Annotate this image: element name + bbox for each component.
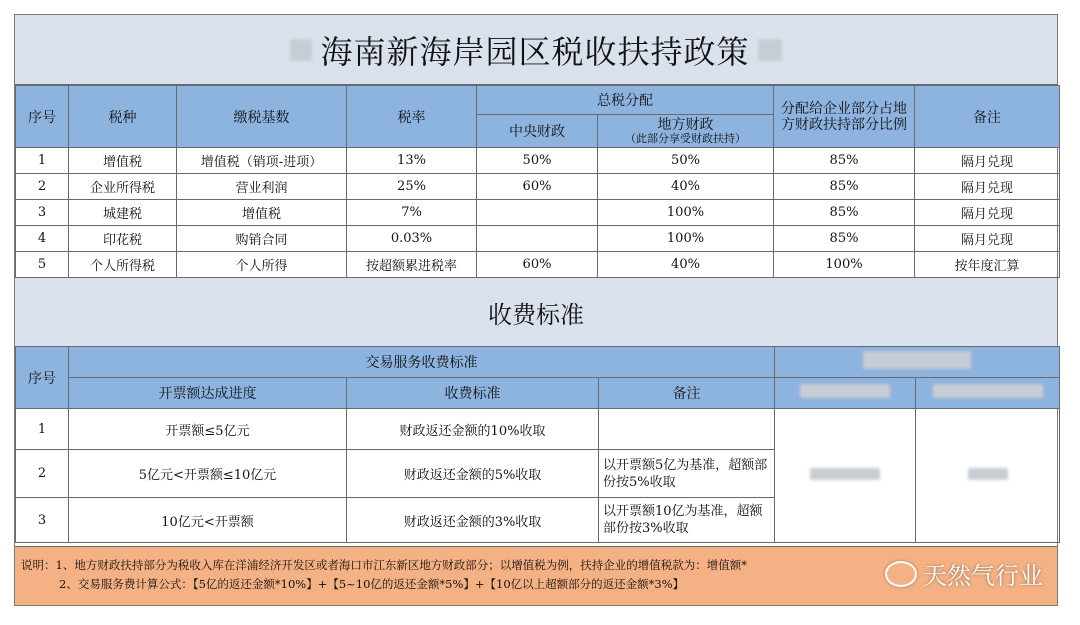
cell-rate: 7% (347, 200, 477, 226)
cell-central: 50% (477, 148, 598, 174)
cell-ratio: 85% (774, 148, 915, 174)
cell-local: 100% (598, 226, 774, 252)
cell-rate: 按超额累进税率 (347, 252, 477, 278)
cell-ratio: 85% (774, 200, 915, 226)
note-line-1: 说明：1、地方财政扶持部分为税收入库在洋浦经济开发区或者海口市江东新区地方财政部分；以增值税为例，扶持企业的增值税款为：增值额* (21, 558, 748, 572)
redacted-mark (800, 384, 890, 398)
cell-local: 40% (598, 174, 774, 200)
cell-local: 40% (598, 252, 774, 278)
fee-col-standard: 收费标准 (347, 378, 599, 409)
cell-remark: 隔月兑现 (915, 226, 1060, 252)
cell-base: 购销合同 (177, 226, 347, 252)
cell-remark: 以开票额5亿为基准，超额部份按5%收取 (599, 450, 775, 498)
cell-local: 50% (598, 148, 774, 174)
cell-ratio: 85% (774, 226, 915, 252)
watermark (885, 556, 1043, 591)
col-tax-type: 税种 (69, 86, 177, 148)
col-local-note: （此部分享受财政扶持） (625, 132, 746, 145)
cell-remark: 隔月兑现 (915, 174, 1060, 200)
cell-seq: 5 (16, 252, 69, 278)
col-seq: 序号 (16, 86, 69, 148)
fee-section-title: 收费标准 (15, 278, 1057, 346)
redacted-mark (933, 384, 1043, 398)
col-base: 缴税基数 (177, 86, 347, 148)
redacted-mark (863, 351, 971, 369)
col-rate: 税率 (347, 86, 477, 148)
fee-col-redacted-b (916, 378, 1060, 409)
cell-seq: 1 (16, 148, 69, 174)
table-row (16, 200, 1060, 226)
cell-remark: 以开票额10亿为基准，超额部份按3%收取 (599, 498, 775, 543)
fee-col-group: 交易服务收费标准 (69, 347, 775, 378)
cell-seq: 2 (16, 174, 69, 200)
col-split: 总税分配 (477, 86, 774, 115)
col-central: 中央财政 (477, 115, 598, 148)
col-local (598, 115, 774, 148)
cell-seq: 2 (16, 450, 69, 498)
note-line-2: 2、交易服务费计算公式：【5亿的返还金额*10%】+【5~10亿的返还金额*5%】+【10亿以上超额部分的返还金额*3%】 (59, 577, 685, 591)
cell-rate: 0.03% (347, 226, 477, 252)
cell-progress: 10亿元<开票额 (69, 498, 347, 543)
cell-central (477, 226, 598, 252)
cell-ratio: 85% (774, 174, 915, 200)
cell-base: 营业利润 (177, 174, 347, 200)
cell-rate: 13% (347, 148, 477, 174)
table-row (16, 148, 1060, 174)
watermark-text: 天然气行业 (923, 562, 1043, 590)
col-ratio: 分配给企业部分占地方财政扶持部分比例 (774, 86, 915, 148)
wechat-icon (885, 561, 917, 587)
cell-local: 100% (598, 200, 774, 226)
policy-sheet (14, 14, 1058, 606)
table-row (16, 252, 1060, 278)
cell-remark (599, 409, 775, 450)
cell-redacted (916, 409, 1060, 543)
redacted-mark (968, 468, 1008, 480)
fee-table (15, 346, 1060, 543)
cell-tax: 个人所得税 (69, 252, 177, 278)
cell-progress: 5亿元<开票额≤10亿元 (69, 450, 347, 498)
col-local-label: 地方财政 (657, 117, 714, 133)
cell-central: 60% (477, 252, 598, 278)
cell-central: 60% (477, 174, 598, 200)
redacted-mark (758, 39, 782, 61)
cell-central (477, 200, 598, 226)
tax-table (15, 85, 1060, 278)
table-row (16, 226, 1060, 252)
cell-standard: 财政返还金额的5%收取 (347, 450, 599, 498)
col-remark: 备注 (915, 86, 1060, 148)
cell-progress: 开票额≤5亿元 (69, 409, 347, 450)
table-row (16, 174, 1060, 200)
cell-remark: 按年度汇算 (915, 252, 1060, 278)
cell-tax: 增值税 (69, 148, 177, 174)
cell-remark: 隔月兑现 (915, 200, 1060, 226)
cell-tax: 城建税 (69, 200, 177, 226)
cell-tax: 企业所得税 (69, 174, 177, 200)
cell-seq: 3 (16, 200, 69, 226)
cell-seq: 1 (16, 409, 69, 450)
cell-tax: 印花税 (69, 226, 177, 252)
cell-rate: 25% (347, 174, 477, 200)
cell-base: 增值税（销项-进项） (177, 148, 347, 174)
cell-ratio: 100% (774, 252, 915, 278)
title-bar (15, 15, 1057, 85)
cell-seq: 4 (16, 226, 69, 252)
page-title: 海南新海岸园区税收扶持政策 (320, 32, 750, 71)
cell-remark: 隔月兑现 (915, 148, 1060, 174)
table-row (16, 409, 1060, 450)
fee-col-redacted (775, 347, 1060, 378)
redacted-mark (290, 39, 312, 61)
redacted-mark (810, 468, 880, 480)
fee-col-seq: 序号 (16, 347, 69, 409)
cell-standard: 财政返还金额的10%收取 (347, 409, 599, 450)
fee-col-remark: 备注 (599, 378, 775, 409)
fee-col-progress: 开票额达成进度 (69, 378, 347, 409)
cell-redacted (775, 409, 916, 543)
cell-seq: 3 (16, 498, 69, 543)
cell-base: 增值税 (177, 200, 347, 226)
cell-standard: 财政返还金额的3%收取 (347, 498, 599, 543)
cell-base: 个人所得 (177, 252, 347, 278)
fee-col-redacted-a (775, 378, 916, 409)
